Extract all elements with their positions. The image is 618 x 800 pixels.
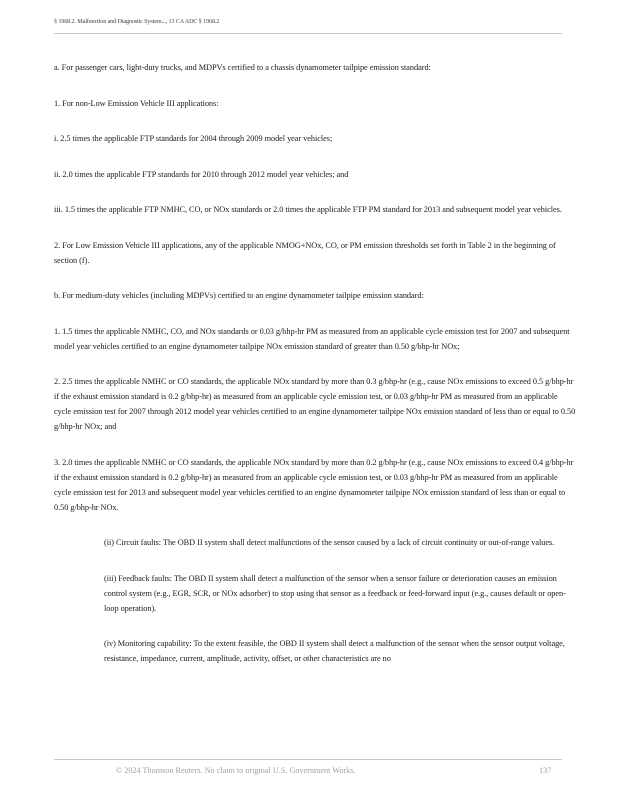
paragraph-b-medium-duty: b. For medium-duty vehicles (including MDPVs) certified to an engine dynamometer tailpipe emission standard: — [54, 291, 424, 300]
paragraph-a2-lev3: 2. For Low Emission Vehicle III applications, any of the applicable NMOG+NOx, CO, or PM emission thresholds set forth in Table 2 in the beginning of section (f). — [54, 240, 556, 265]
paragraph-a-passenger-cars: a. For passenger cars, light-duty trucks, and MDPVs certified to a chassis dynamometer tailpipe emission standard: — [54, 63, 431, 72]
paragraph-b3: 3. 2.0 times the applicable NMHC or CO standards, the applicable NOx standard by more than 0.2 g/bhp-hr (e.g., cause NOx emissions to exceed 0.4 g/bhp-hr if the exhaust emission standard is 0.2 g/bhp-hr) as measured from an applicable cycle emission test, or 0.03 g/bhp-hr PM as measured from an applicable cycle emission test for 2013 and subsequent model year vehicles certified to an engine dynamometer tailpipe NOx emission standard of less than or equal to 0.50 g/bhp-hr NOx. — [54, 457, 574, 512]
document-body — [54, 60, 576, 687]
paragraph-iv-monitoring-capability: (iv) Monitoring capability: To the extent feasible, the OBD II system shall detect a malfunction of the sensor when the sensor output voltage, resistance, impedance, current, amplitude, activity, offset, or other characteristics are no — [104, 639, 565, 663]
paragraph-b1: 1. 1.5 times the applicable NMHC, CO, and NOx standards or 0.03 g/bhp-hr PM as measured from an applicable cycle emission test for 2007 and subsequent model year vehicles certified to an engine dynamometer tailpipe NOx emission standard of greater than 0.50 g/bhp-hr NOx; — [54, 326, 570, 351]
footer-divider — [54, 759, 562, 760]
page-number: 137 — [539, 766, 552, 775]
paragraph-b2: 2. 2.5 times the applicable NMHC or CO standards, the applicable NOx standard by more than 0.3 g/bhp-hr (e.g., cause NOx emissions to exceed 0.5 g/bhp-hr if the exhaust emission standard is 0.2 g/bhp-hr) as measured from an applicable cycle emission test, or 0.03 g/bhp-hr PM as measured from an applicable cycle emission test for 2007 through 2012 model year vehicles certified to an engine dynamometer tailpipe NOx emission standard of less than or equal to 0.50 g/bhp-hr NOx; and — [54, 377, 576, 431]
document-citation-header: § 1968.2. Malfunction and Diagnostic System..., 13 CA ADC § 1968.2 — [54, 18, 220, 25]
header-divider — [54, 33, 562, 34]
paragraph-ii-circuit-faults: (ii) Circuit faults: The OBD II system shall detect malfunctions of the sensor caused by a lack of circuit continuity or out-of-range values. — [104, 538, 555, 547]
paragraph-a1-ii: ii. 2.0 times the applicable FTP standards for 2010 through 2012 model year vehicles; and — [54, 169, 349, 179]
paragraph-a1-i: i. 2.5 times the applicable FTP standards for 2004 through 2009 model year vehicles; — [54, 134, 333, 143]
paragraph-a1-iii: iii. 1.5 times the applicable FTP NMHC, CO, or NOx standards or 2.0 times the applicable FTP PM standard for 2013 and subsequent model year vehicles. — [54, 205, 562, 214]
paragraph-iii-feedback-faults: (iii) Feedback faults: The OBD II system shall detect a malfunction of the sensor when a sensor failure or deterioration causes an emission control system (e.g., EGR, SCR, or NOx adsorber) to stop using that sensor as a feedback or feed-forward input (e.g., causes default or open-loop operation). — [104, 573, 566, 613]
footer-copyright: © 2024 Thomson Reuters. No claim to original U.S. Government Works. — [116, 766, 356, 775]
paragraph-a1-non-lev3: 1. For non-Low Emission Vehicle III applications: — [54, 98, 219, 108]
